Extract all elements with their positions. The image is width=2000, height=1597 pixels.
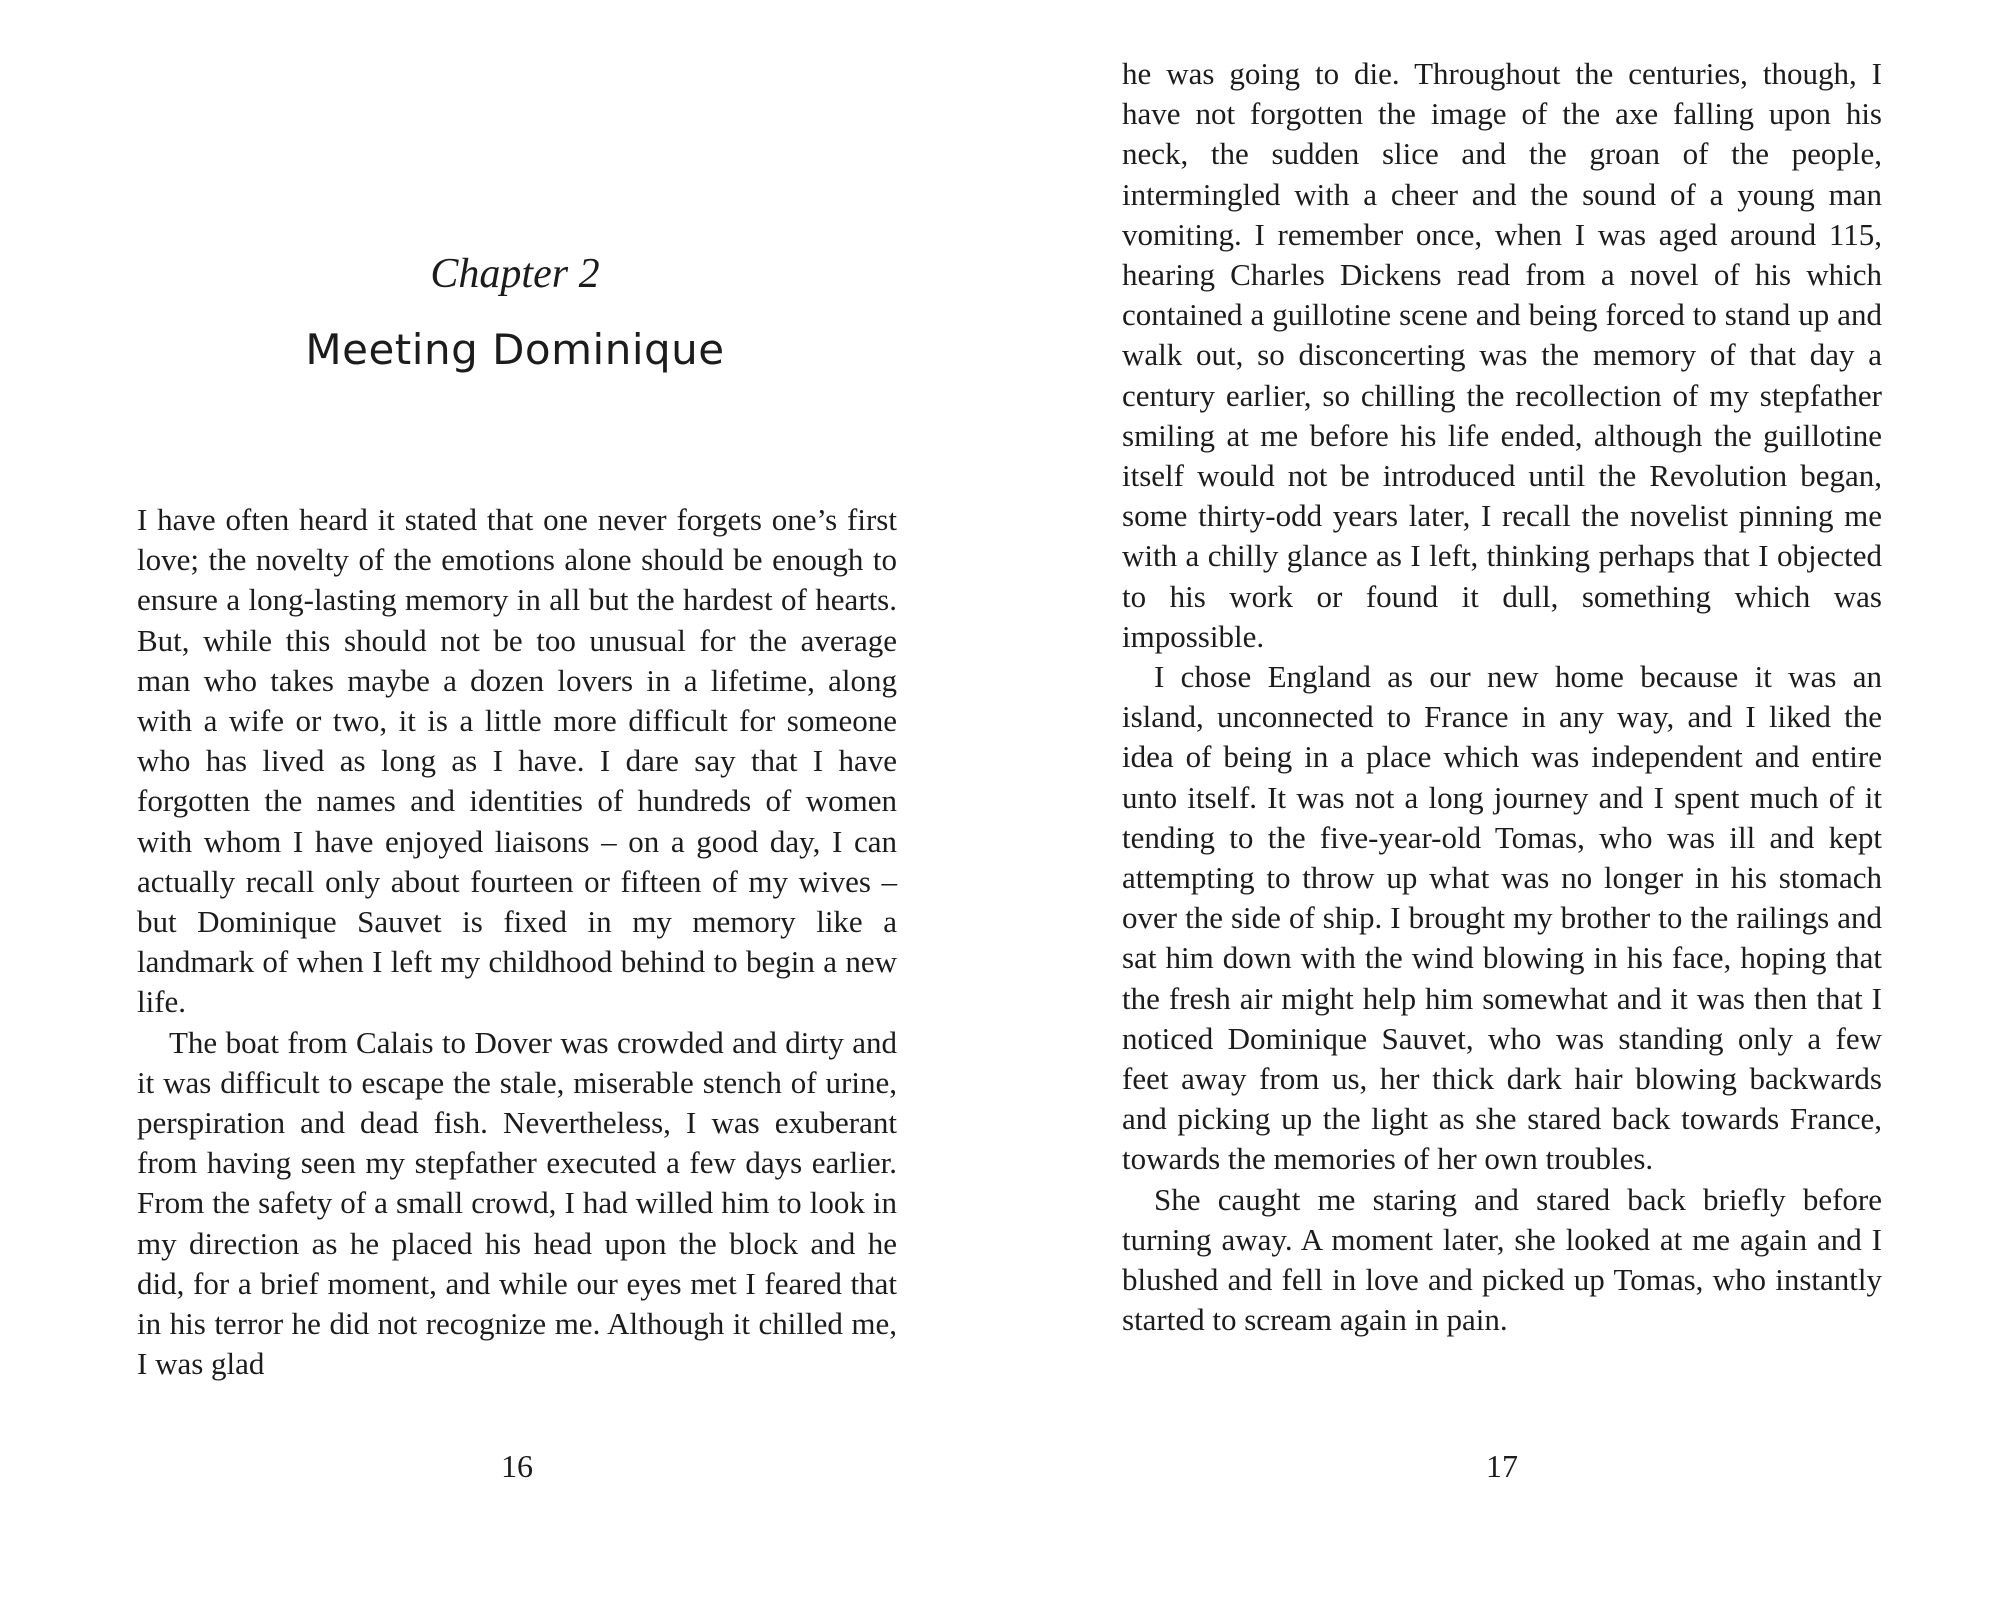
page-number: 16 [501,1448,533,1484]
right-page [1000,0,2000,1597]
right-page-text [1122,54,1882,1341]
left-page-text [137,500,897,1384]
chapter-title: Meeting Dominique [305,325,725,374]
paragraph: She caught me staring and stared back briefly before turning away. A moment later, she looked at me again and I blushed and fell in love and picked up Tomas, who instantly started to scream again in pain. [1122,1181,1882,1338]
paragraph: I chose England as our new home because it was an island, unconnected to France in any way, and I liked the idea of being in a place which was independent and entire unto itself. It was not a long journey and I spent much of it tending to the five-year-old Tomas, who was ill and kept attempting to throw up what was no longer in his stomach over the side of ship. I brought my brother to the railings and sat him down with the wind blowing in his face, hoping that the fresh air might help him somewhat and it was then that I noticed Dominique Sauvet, who was standing only a few feet away from us, her thick dark hair blowing backwards and picking up the light as she stared back towards France, towards the memories of her own troubles. [1122,659,1882,1177]
chapter-label: Chapter 2 [430,251,600,297]
paragraph: he was going to die. Throughout the centuries, though, I have not forgotten the image of the axe falling upon his neck, the sudden slice and the groan of the people, intermingled with a cheer and the sound of a young man vomiting. I remember once, when I was aged around 115, hearing Charles Dickens read from a novel of his which contained a guillotine scene and being forced to stand up and walk out, so disconcerting was the memory of that day a century earlier, so chilling the recollection of my stepfather smiling at me before his life ended, although the guillotine itself would not be introduced until the Revolution began, some thirty-odd years later, I recall the novelist pinning me with a chilly glance as I left, thinking perhaps that I objected to his work or found it dull, something which was impossible. [1122,56,1882,654]
page-number: 17 [1486,1448,1518,1484]
paragraph: I have often heard it stated that one never forgets one’s first love; the novelty of the emotions alone should be enough to ensure a long-lasting memory in all but the hardest of hearts. But, while this should not be too unusual for the average man who takes maybe a dozen lovers in a lifetime, along with a wife or two, it is a little more difficult for someone who has lived as long as I have. I dare say that I have forgotten the names and identities of hundreds of women with whom I have enjoyed liaisons – on a good day, I can actually recall only about fourteen or fifteen of my wives – but Dominique Sauvet is fixed in my memory like a landmark of when I left my childhood behind to begin a new life. [137,502,897,1020]
paragraph: The boat from Calais to Dover was crowded and dirty and it was difficult to escape the stale, miserable stench of urine, perspiration and dead fish. Nevertheless, I was exuberant from having seen my stepfather executed a few days earlier. From the safety of a small crowd, I had willed him to look in my direction as he placed his head upon the block and he did, for a brief moment, and while our eyes met I feared that in his terror he did not recognize me. Although it chilled me, I was glad [137,1024,897,1382]
